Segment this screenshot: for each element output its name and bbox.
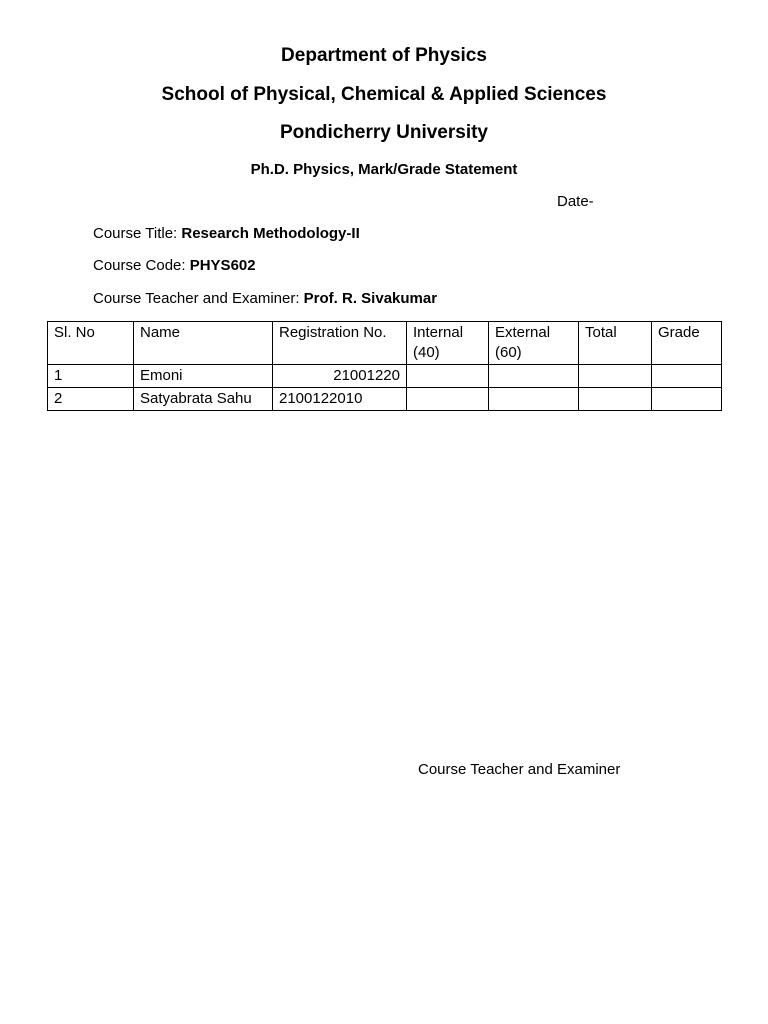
course-title-label: Course Title: [93,225,182,242]
course-teacher-value: Prof. R. Sivakumar [303,290,438,307]
marks-table [47,321,722,411]
school-title: School of Physical, Chemical & Applied Sciences [161,84,607,105]
cell-name: Satyabrata Sahu [134,388,273,411]
header-total: Total [579,322,652,365]
table-header-row [48,322,722,365]
course-code-value: PHYS602 [189,257,256,274]
header-external: External (60) [489,322,579,365]
header-internal: Internal (40) [407,322,489,365]
course-title-line [93,225,360,242]
cell-external [489,365,579,388]
department-title: Department of Physics [281,45,487,66]
cell-internal [407,388,489,411]
course-code-label: Course Code: [93,257,190,274]
cell-total [579,365,652,388]
cell-grade [652,365,722,388]
course-title-value: Research Methodology-II [181,225,360,242]
cell-external [489,388,579,411]
table-row [48,365,722,388]
header-registration-no: Registration No. [273,322,407,365]
cell-sl-no: 1 [48,365,134,388]
cell-total [579,388,652,411]
date-label: Date- [557,193,594,210]
course-teacher-label: Course Teacher and Examiner: [93,290,304,307]
header-grade: Grade [652,322,722,365]
header-sl-no: Sl. No [48,322,134,365]
university-title: Pondicherry University [279,122,489,143]
signature-label: Course Teacher and Examiner [418,761,621,778]
cell-sl-no: 2 [48,388,134,411]
cell-registration-no: 2100122010 [273,388,407,411]
statement-title: Ph.D. Physics, Mark/Grade Statement [250,161,518,178]
course-code-line [93,257,256,274]
cell-name: Emoni [134,365,273,388]
table-row [48,388,722,411]
cell-grade [652,388,722,411]
cell-internal [407,365,489,388]
course-teacher-line [93,290,437,307]
header-name: Name [134,322,273,365]
cell-registration-no: 21001220 [273,365,407,388]
